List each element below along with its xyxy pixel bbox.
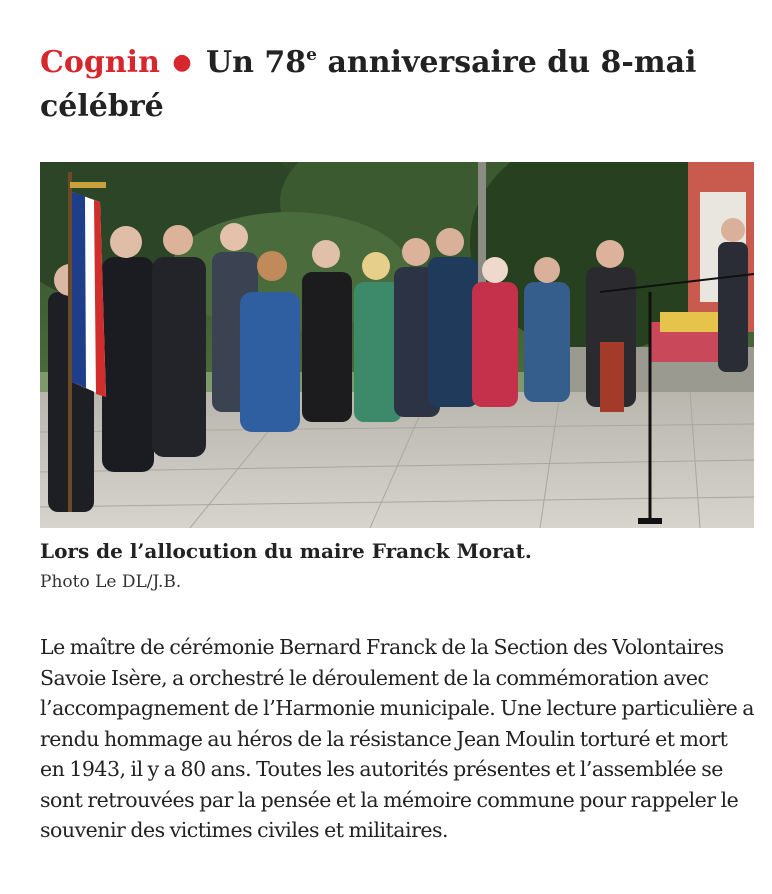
article-body: Le maître de cérémonie Bernard Franck de la Section des Volontaires Savoie Isère, a orchestré le déroulement de la commémoration avec l’accompagnement de l’Harmonie municipale. Une lecture particulière a rendu hommage au héros de la résistance Jean Moulin torturé et mort en 1943, il y a 80 ans. Toutes les autorités présentes et l’assemblée se sont retrouvées par la pensée et la mémoire commune pour rappeler le souvenir des victimes civiles et militaires. (40, 635, 755, 842)
photo-illustration (40, 162, 754, 528)
photo-caption: Lors de l’allocution du maire Franck Morat. (40, 539, 532, 563)
photo-credit: Photo Le DL/J.B. (40, 572, 182, 592)
red-bullet-icon: ● (172, 49, 192, 75)
headline-text-start: Un 78 (206, 45, 307, 80)
headline-text-end: anniversaire du 8-mai célébré (40, 45, 697, 124)
headline-superscript: e (306, 45, 317, 65)
location-kicker: Cognin (40, 45, 160, 80)
article-headline (40, 40, 740, 129)
ceremony-photo (40, 162, 754, 528)
